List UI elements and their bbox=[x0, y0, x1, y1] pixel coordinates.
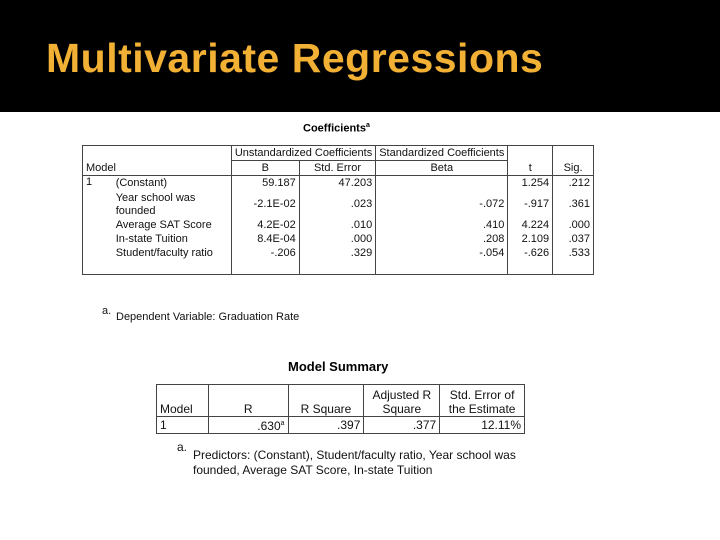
slide-title: Multivariate Regressions bbox=[46, 35, 544, 81]
cell-sig: .037 bbox=[553, 232, 594, 246]
row-name: (Constant) bbox=[115, 176, 168, 189]
cell-se: .329 bbox=[299, 246, 375, 260]
row-name: Year school was founded bbox=[115, 192, 196, 217]
summary-header-std-error-estimate: Std. Error of the Estimate bbox=[440, 385, 525, 417]
cell-sig: .212 bbox=[553, 176, 594, 191]
coefficients-table bbox=[82, 145, 594, 275]
header-model: Model bbox=[83, 146, 232, 176]
model-summary-footnote-mark: a. bbox=[177, 440, 188, 454]
cell-t: 1.254 bbox=[508, 176, 553, 191]
cell-t: -.626 bbox=[508, 246, 553, 260]
table-row bbox=[157, 417, 525, 434]
header-unstandardized: Unstandardized Coefficients bbox=[231, 146, 375, 161]
cell-se: .000 bbox=[299, 232, 375, 246]
summary-cell-r-square: .397 bbox=[288, 417, 364, 434]
model-number: 1 bbox=[86, 176, 93, 188]
cell-beta bbox=[376, 176, 508, 191]
coefficients-header-row-1 bbox=[83, 146, 594, 161]
summary-cell-model: 1 bbox=[160, 418, 167, 432]
cell-beta: -.054 bbox=[376, 246, 508, 260]
row-name: Student/faculty ratio bbox=[115, 246, 213, 259]
cell-beta: .410 bbox=[376, 218, 508, 232]
cell-beta: -.072 bbox=[376, 190, 508, 218]
cell-t: -.917 bbox=[508, 190, 553, 218]
table-row bbox=[83, 246, 594, 260]
cell-beta: .208 bbox=[376, 232, 508, 246]
table-row bbox=[83, 218, 594, 232]
summary-header-r: R bbox=[208, 385, 288, 417]
cell-t: 2.109 bbox=[508, 232, 553, 246]
table-row bbox=[83, 176, 594, 191]
summary-cell-r-value: .630 bbox=[257, 419, 281, 433]
header-beta: Beta bbox=[376, 161, 508, 176]
table-row-spacer bbox=[83, 260, 594, 275]
cell-sig: .000 bbox=[553, 218, 594, 232]
header-t: t bbox=[508, 146, 553, 176]
summary-header-r-square: R Square bbox=[288, 385, 364, 417]
summary-header-model: Model bbox=[157, 385, 209, 417]
summary-cell-adjusted-r-square: .377 bbox=[364, 417, 440, 434]
table-row bbox=[83, 190, 594, 218]
table-row bbox=[83, 232, 594, 246]
model-summary-title: Model Summary bbox=[288, 359, 389, 374]
cell-b: 4.2E-02 bbox=[231, 218, 299, 232]
model-summary-header-row bbox=[157, 385, 525, 417]
model-summary-table bbox=[156, 384, 525, 434]
summary-cell-r bbox=[208, 417, 288, 434]
cell-se: 47.203 bbox=[299, 176, 375, 191]
coefficients-title bbox=[303, 122, 370, 135]
summary-cell-r-note: a bbox=[280, 420, 285, 427]
slide-content bbox=[0, 112, 720, 540]
cell-b: -.206 bbox=[231, 246, 299, 260]
summary-cell-std-error-estimate: 12.11% bbox=[440, 417, 525, 434]
cell-b: 8.4E-04 bbox=[231, 232, 299, 246]
model-summary-footnote: Predictors: (Constant), Student/faculty ratio, Year school was founded, Average SAT Score, In-state Tuition bbox=[193, 448, 516, 477]
cell-b: 59.187 bbox=[231, 176, 299, 191]
header-std-error: Std. Error bbox=[299, 161, 375, 176]
row-name: Average SAT Score bbox=[115, 218, 212, 231]
coefficients-footnote: Dependent Variable: Graduation Rate bbox=[116, 311, 300, 323]
cell-sig: .533 bbox=[553, 246, 594, 260]
header-b: B bbox=[231, 161, 299, 176]
header-sig: Sig. bbox=[553, 146, 594, 176]
coefficients-title-note: a bbox=[365, 122, 370, 129]
cell-t: 4.224 bbox=[508, 218, 553, 232]
cell-sig: .361 bbox=[553, 190, 594, 218]
row-name: In-state Tuition bbox=[115, 232, 188, 245]
cell-se: .010 bbox=[299, 218, 375, 232]
header-standardized: Standardized Coefficients bbox=[376, 146, 508, 161]
summary-header-adjusted-r-square: Adjusted R Square bbox=[364, 385, 440, 417]
coefficients-footnote-mark: a. bbox=[102, 305, 112, 317]
cell-b: -2.1E-02 bbox=[231, 190, 299, 218]
coefficients-title-text: Coefficients bbox=[303, 122, 366, 135]
cell-se: .023 bbox=[299, 190, 375, 218]
